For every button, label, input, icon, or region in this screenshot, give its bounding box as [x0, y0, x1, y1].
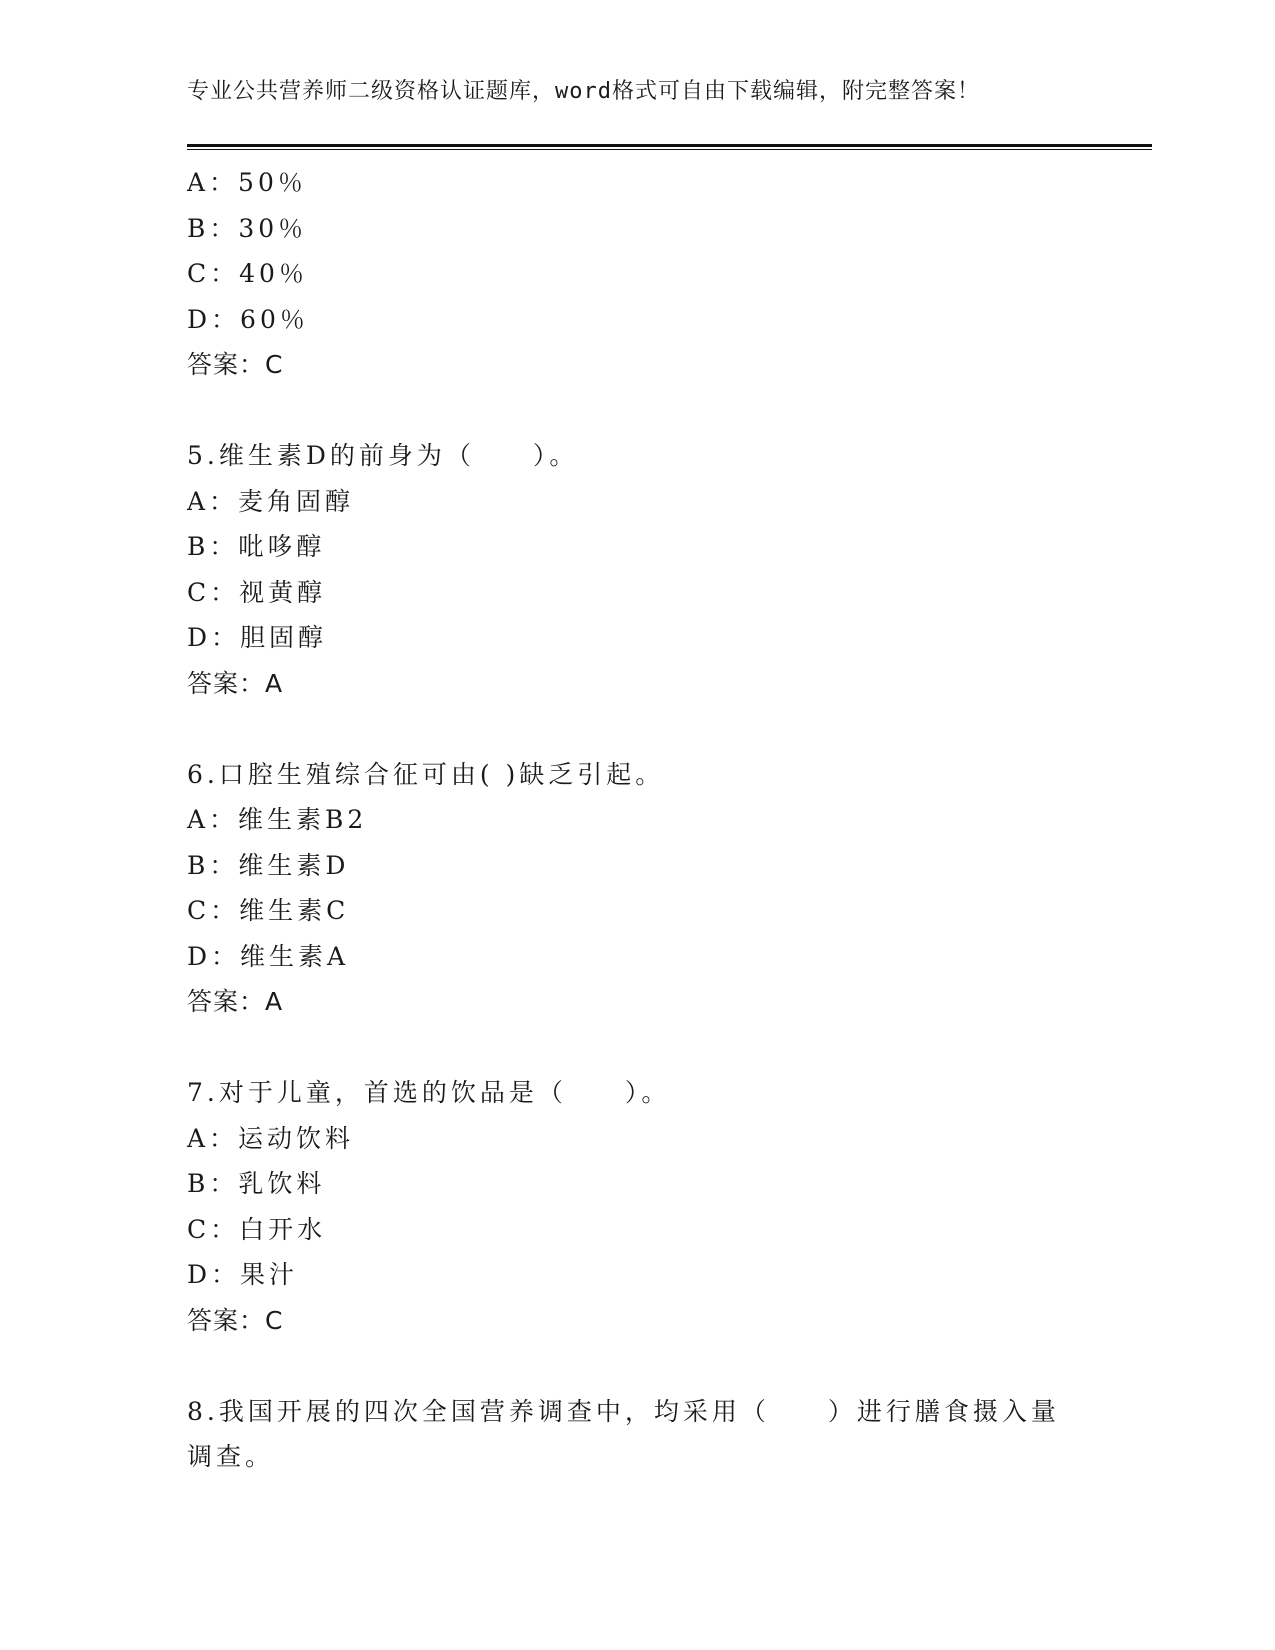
question-list [187, 160, 1107, 1480]
option-d: D：维生素A [187, 941, 350, 971]
option-a: A：维生素B2 [187, 805, 368, 834]
question-5 [187, 433, 1107, 706]
option-d: D：果汁 [187, 1260, 299, 1289]
option-c: C：40％ [187, 259, 308, 288]
question-6 [187, 752, 1107, 1025]
question-text: 6.口腔生殖综合征可由( )缺乏引起。 [187, 759, 665, 789]
answer: 答案：C [187, 350, 284, 379]
option-d: D：胆固醇 [187, 623, 328, 652]
question-text: 5.维生素D的前身为（ ）。 [187, 441, 579, 470]
option-b: B：30％ [187, 213, 308, 243]
page-header: 专业公共营养师二级资格认证题库，word格式可自由下载编辑，附完整答案！ [187, 79, 980, 104]
option-b: B：维生素D [187, 850, 350, 880]
question-7 [187, 1070, 1107, 1343]
spacer [187, 1025, 1107, 1071]
question-text-line-1: 8.我国开展的四次全国营养调查中，均采用（ ）进行膳食摄入量 [187, 1396, 1060, 1426]
option-a: A：运动饮料 [187, 1123, 355, 1153]
option-a: A：50％ [187, 168, 307, 197]
question-text: 7.对于儿童，首选的饮品是（ ）。 [187, 1078, 671, 1107]
question-4 [187, 160, 1107, 388]
option-b: B：吡哆醇 [187, 532, 326, 561]
option-c: C：维生素C [187, 896, 350, 925]
answer: 答案：A [187, 668, 284, 698]
option-b: B：乳饮料 [187, 1169, 326, 1198]
header-rule-thin [187, 149, 1152, 150]
option-d: D：60％ [187, 304, 309, 334]
question-text-line-2: 调查。 [187, 1442, 275, 1471]
answer: 答案：A [187, 987, 284, 1016]
header-rule-thick [187, 144, 1152, 147]
option-c: C：视黄醇 [187, 577, 327, 607]
answer: 答案：C [187, 1305, 284, 1335]
option-a: A：麦角固醇 [187, 486, 355, 516]
spacer [187, 1343, 1107, 1389]
spacer [187, 388, 1107, 434]
option-c: C：白开水 [187, 1214, 327, 1244]
question-8 [187, 1389, 1107, 1480]
spacer [187, 706, 1107, 752]
